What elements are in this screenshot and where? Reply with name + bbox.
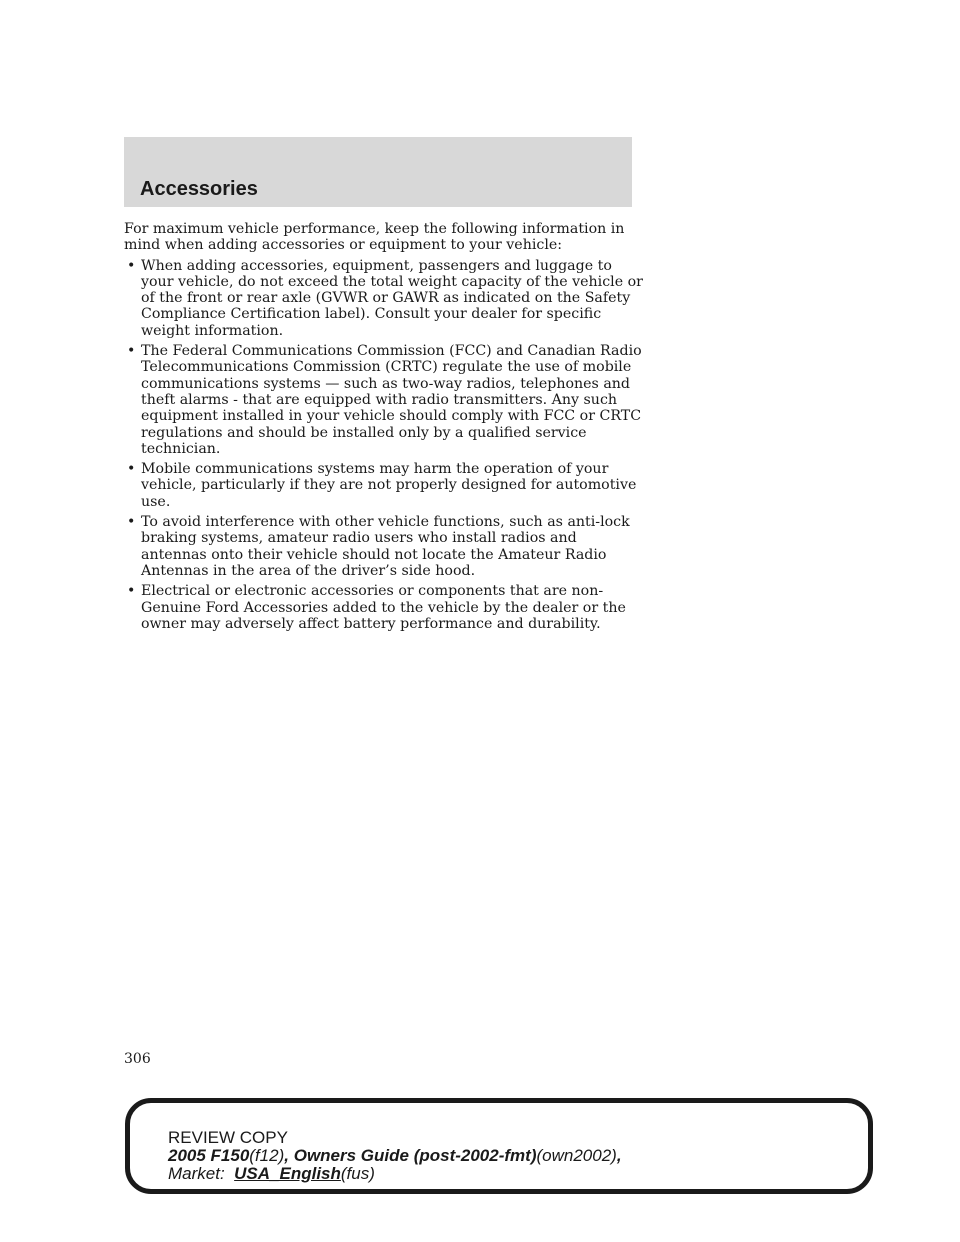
list-item <box>124 583 644 632</box>
trailing-comma: , <box>616 1146 622 1165</box>
review-copy-label: REVIEW COPY <box>168 1128 288 1147</box>
guide-code: (own2002) <box>536 1146 617 1165</box>
model-code: (f12) <box>249 1146 285 1165</box>
list-item <box>124 343 644 457</box>
bullet-list <box>124 258 644 633</box>
bullet-text: Mobile communications systems may harm the operation of your vehicle, particularly if they are not properly designed for automotive use. <box>141 461 637 510</box>
section-title: Accessories <box>140 178 258 200</box>
page-number: 306 <box>124 1051 151 1067</box>
intro-paragraph: For maximum vehicle performance, keep the following information in mind when adding accessories or equipment to your vehicle: <box>124 221 625 254</box>
bullet-text: To avoid interference with other vehicle functions, such as anti-lock braking systems, amateur radio users who install radios and antennas onto their vehicle should not locate the Amateur Radio Antennas in the area of the driver’s side hood. <box>141 514 630 579</box>
list-item <box>124 461 644 510</box>
model-name: 2005 F150 <box>168 1146 250 1165</box>
guide-separator: , <box>284 1146 294 1165</box>
page-content <box>124 221 644 636</box>
guide-name: Owners Guide (post-2002-fmt) <box>293 1146 537 1165</box>
review-copy-box <box>125 1098 873 1194</box>
bullet-icon: • <box>127 583 136 600</box>
bullet-icon: • <box>127 343 136 360</box>
document-id-line <box>168 1147 622 1165</box>
market-line <box>168 1165 622 1183</box>
review-copy-text <box>168 1129 622 1183</box>
section-header-band <box>124 137 632 207</box>
bullet-icon: • <box>127 257 136 274</box>
market-label: Market: <box>168 1164 225 1183</box>
bullet-text: The Federal Communications Commission (FCC) and Canadian Radio Telecommunications Commission (CRTC) regulate the use of mobile communications systems — such as two-way radios, telephones and theft alarms - that are equipped with radio transmitters. Any such equipment installed in your vehicle should comply with FCC or CRTC regulations and should be installed only by a qualified service technician. <box>141 343 642 457</box>
list-item <box>124 258 644 339</box>
bullet-icon: • <box>127 514 136 531</box>
market-code: (fus) <box>340 1164 375 1183</box>
bullet-text: Electrical or electronic accessories or components that are non-Genuine Ford Accessories added to the vehicle by the dealer or the owner may adversely affect battery performance and durability. <box>141 583 626 632</box>
bullet-text: When adding accessories, equipment, passengers and luggage to your vehicle, do not exceed the total weight capacity of the vehicle or of the front or rear axle (GVWR or GAWR as indicated on the Safety Compliance Certification label). Consult your dealer for specific weight information. <box>141 257 643 339</box>
list-item <box>124 514 644 579</box>
bullet-icon: • <box>127 461 136 478</box>
market-value: USA_English <box>234 1164 341 1183</box>
